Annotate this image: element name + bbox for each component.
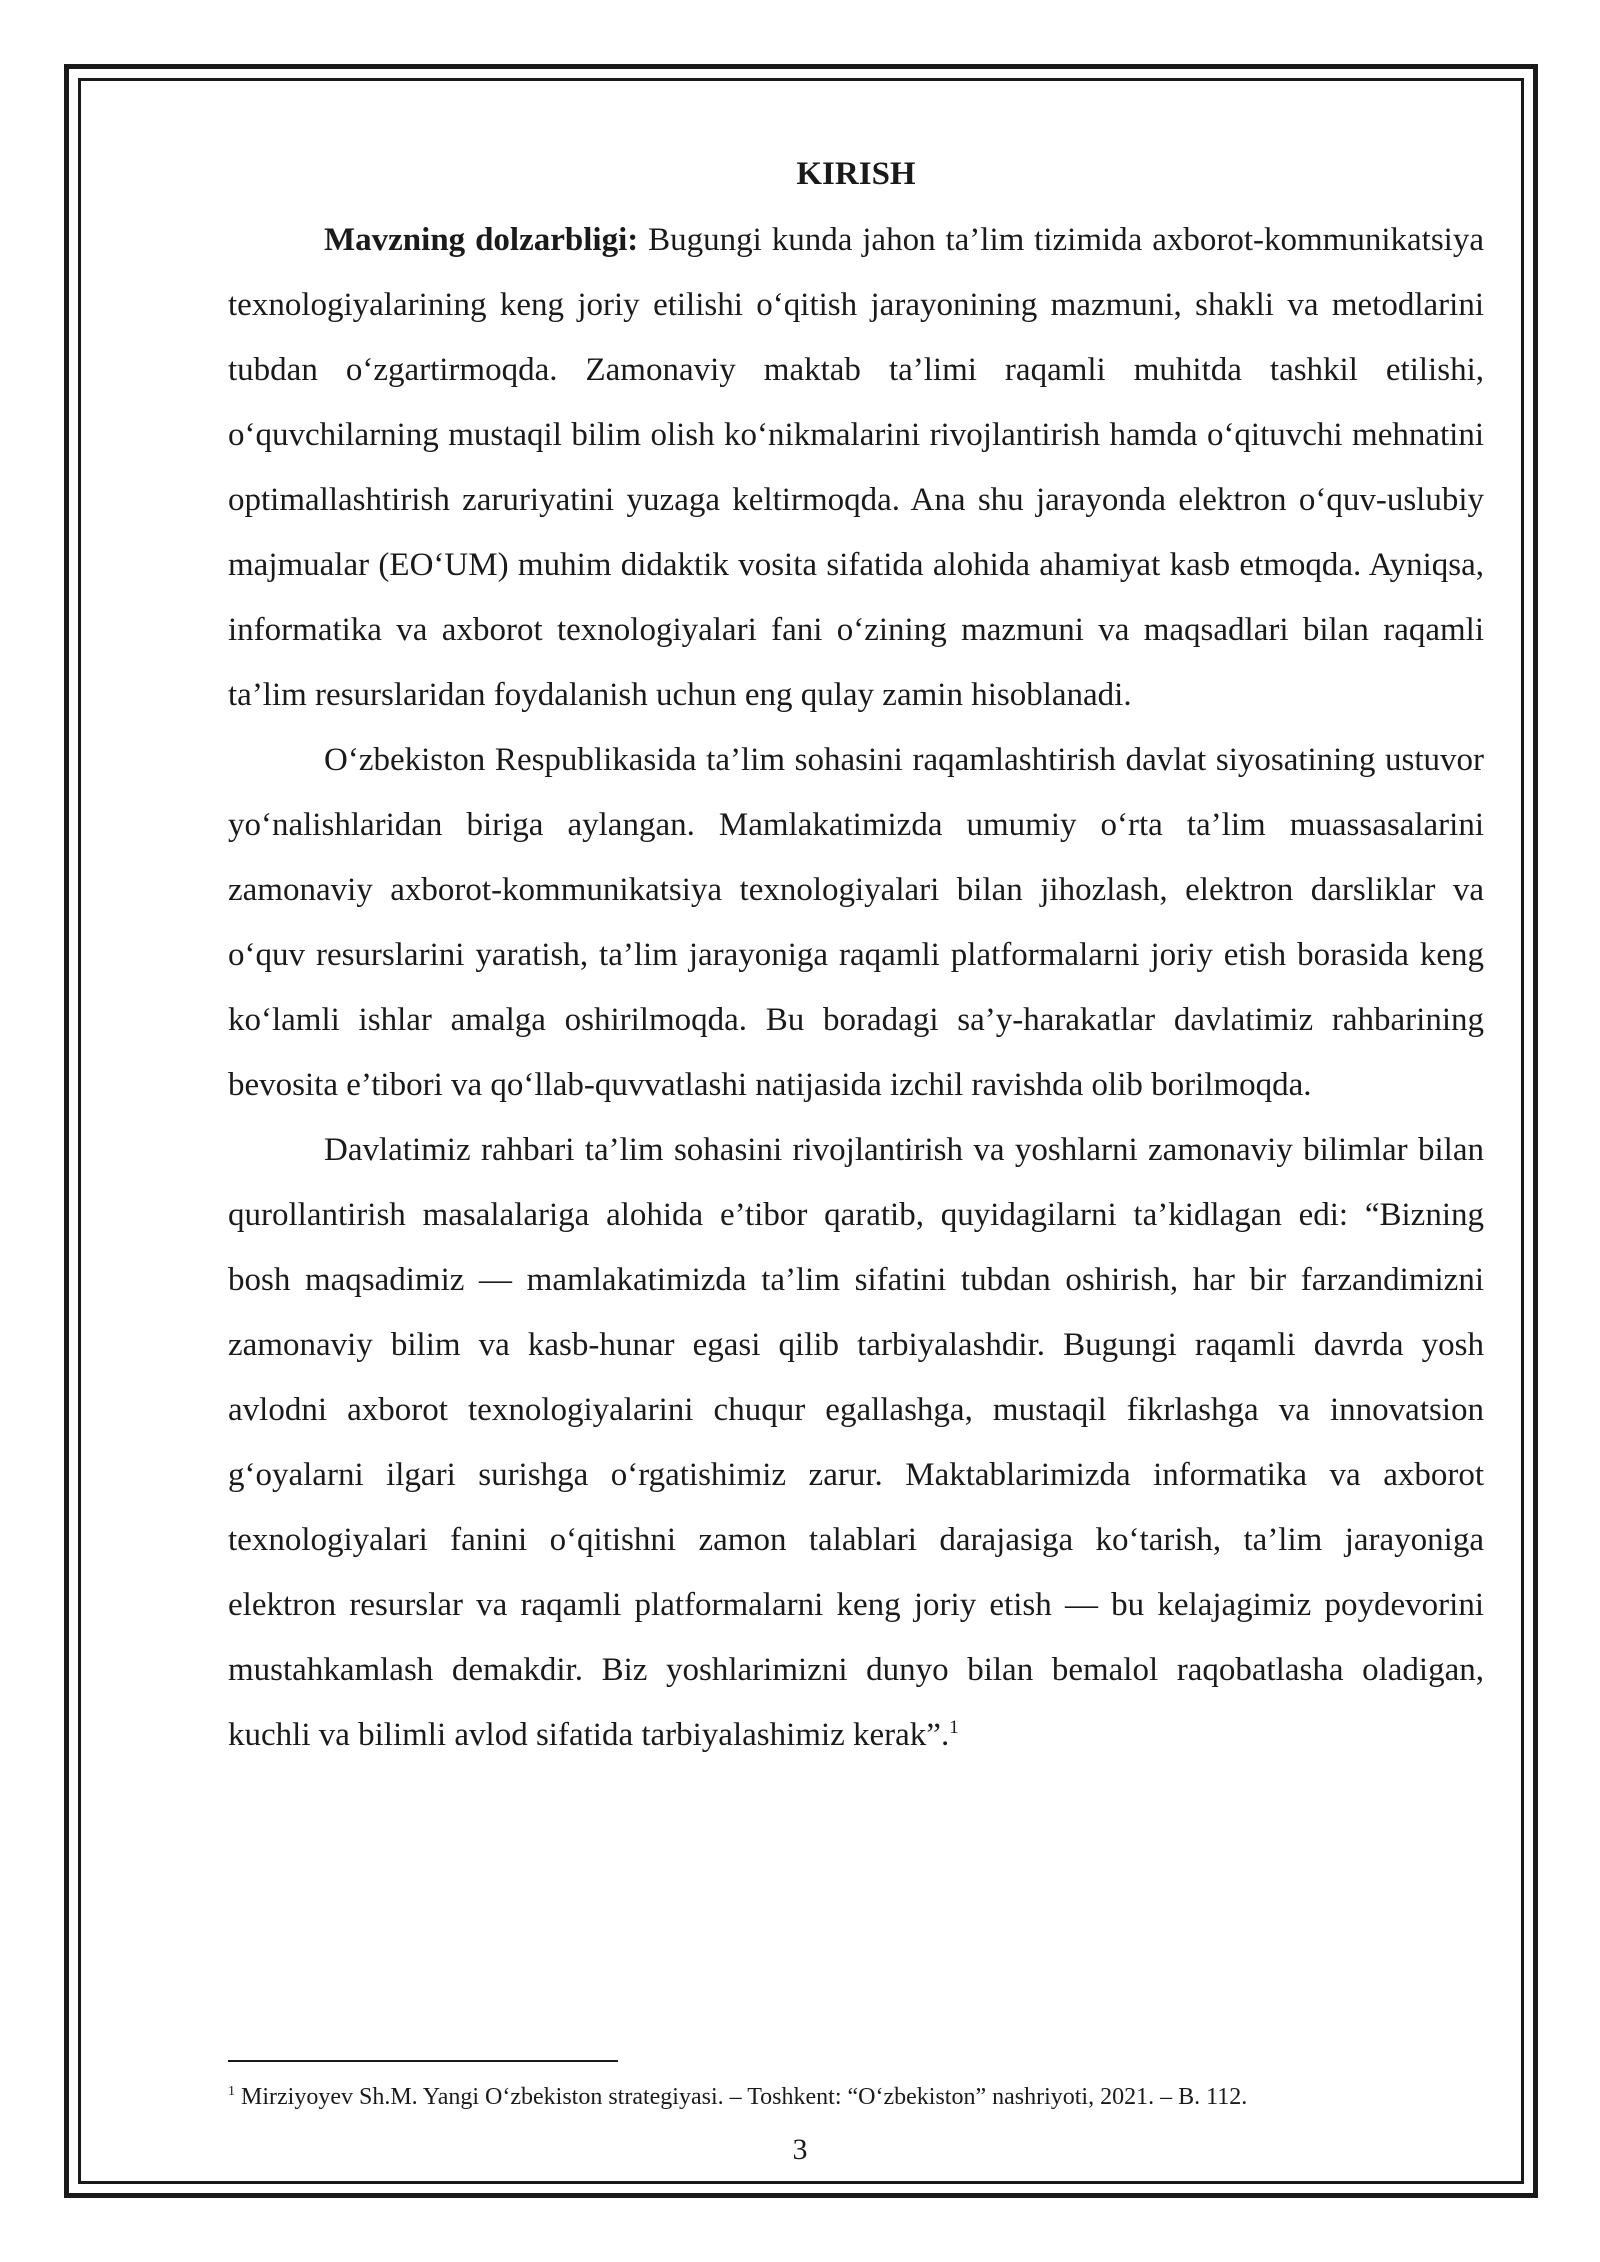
document-body — [228, 150, 1484, 1768]
paragraph-state-policy — [228, 728, 1484, 1118]
paragraph-lead: Mavzning dolzarbligi: — [324, 222, 639, 258]
paragraph-quote — [228, 1118, 1484, 1768]
paragraph-text: Bugungi kunda jahon ta’lim tizimida axborot-kommunikatsiya texnologiyalarining keng joriy etilishi o‘qitish jarayonining mazmuni, shakli va metodlarini tubdan o‘zgartirmoqda. Zamonaviy maktab ta’limi raqamli muhitda tashkil etilishi, o‘quvchilarning mustaqil bilim olish ko‘nikmalarini rivojlantirish hamda o‘qituvchi mehnatini optimallashtirish zaruriyatini yuzaga keltirmoqda. Ana shu jarayonda elektron o‘quv-uslubiy majmualar (EO‘UM) muhim didaktik vosita sifatida alohida ahamiyat kasb etmoqda. Ayniqsa, informatika va axborot texnologiyalari fani o‘zining mazmuni va maqsadlari bilan raqamli ta’lim resurslaridan foydalanish uchun eng qulay zamin hisoblanadi. — [228, 222, 1484, 713]
paragraph-text: O‘zbekiston Respublikasida ta’lim sohasini raqamlashtirish davlat siyosatining ustuvor yo‘nalishlaridan biriga aylangan. Mamlakatimizda umumiy o‘rta ta’lim muassasalarini zamonaviy axborot-kommunikatsiya texnologiyalari bilan jihozlash, elektron darsliklar va o‘quv resurslarini yaratish, ta’lim jarayoniga raqamli platformalarni joriy etish borasida keng ko‘lamli ishlar amalga oshirilmoqda. Bu boradagi sa’y-harakatlar davlatimiz rahbarining bevosita e’tibori va qo‘llab-quvvatlashi natijasida izchil ravishda olib borilmoqda. — [228, 742, 1484, 1103]
footnote-text: Mirziyoyev Sh.M. Yangi O‘zbekiston strategiyasi. – Toshkent: “O‘zbekiston” nashriyoti, 2021. – B. 112. — [235, 2084, 1248, 2110]
footnote-marker: 1 — [228, 2084, 235, 2099]
paragraph-text: Davlatimiz rahbari ta’lim sohasini rivojlantirish va yoshlarni zamonaviy bilimlar bilan qurollantirish masalalariga alohida e’tibor qaratib, quyidagilarni ta’kidlagan edi: “Bizning bosh maqsadimiz — mamlakatimizda ta’lim sifatini tubdan oshirish, har bir farzandimizni zamonaviy bilim va kasb-hunar egasi qilib tarbiyalashdir. Bugungi raqamli davrda yosh avlodni axborot texnologiyalarini chuqur egallashga, mustaqil fikrlashga va innovatsion g‘oyalarni ilgari surishga o‘rgatishimiz zarur. Maktablarimizda informatika va axborot texnologiyalari fanini o‘qitishni zamon talablari darajasiga ko‘tarish, ta’lim jarayoniga elektron resurslar va raqamli platformalarni keng joriy etish — bu kelajagimiz poydevorini mustahkamlash demakdir. Biz yoshlarimizni dunyo bilan bemalol raqobatlasha oladigan, kuchli va bilimli avlod sifatida tarbiyalashimiz kerak”. — [228, 1132, 1484, 1753]
page-number: 3 — [792, 2133, 808, 2166]
section-title: KIRISH — [796, 156, 916, 192]
paragraph-relevance — [228, 208, 1484, 728]
footnote-separator — [228, 2060, 618, 2062]
footnote-reference[interactable]: 1 — [949, 1717, 959, 1738]
footnote — [228, 2080, 1484, 2114]
